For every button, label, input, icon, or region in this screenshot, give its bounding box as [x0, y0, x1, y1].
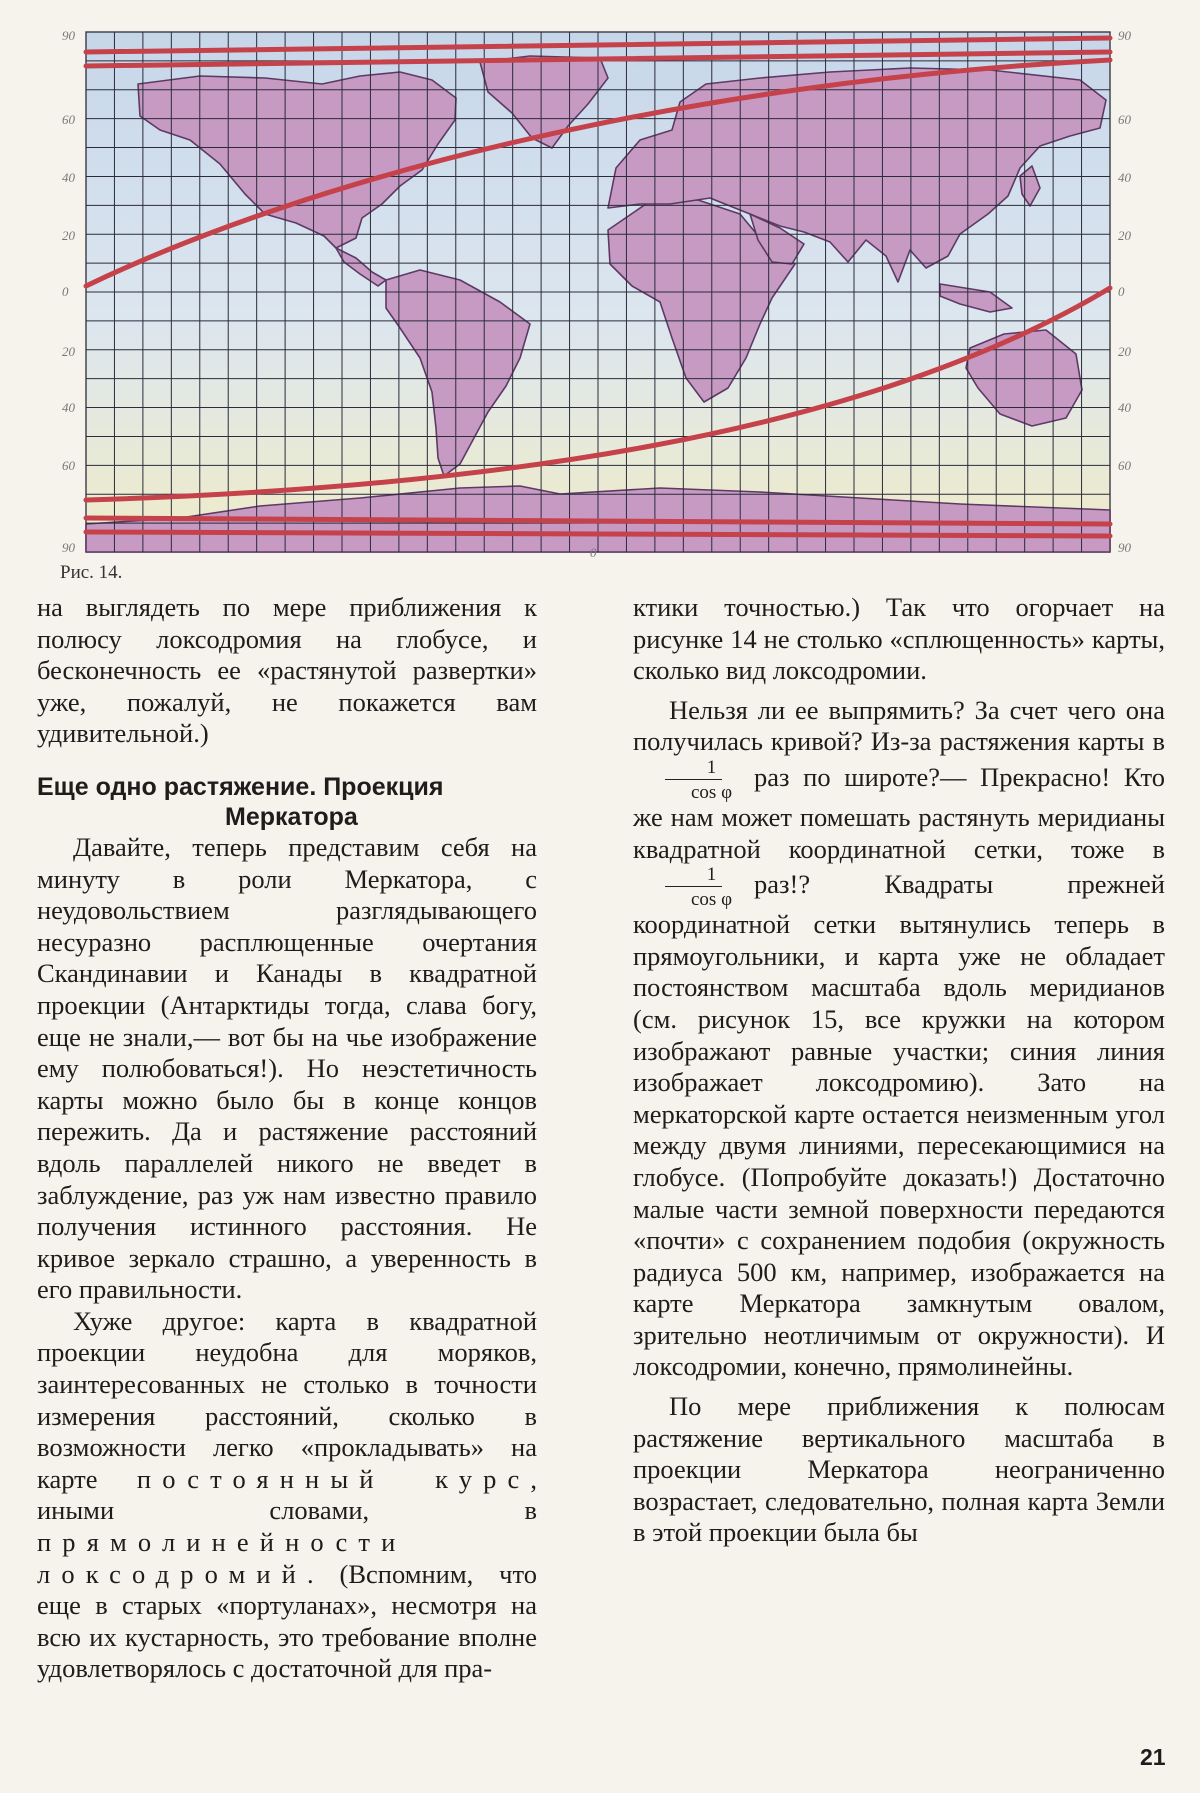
- latitude-label-right: 60: [1118, 112, 1131, 127]
- left-paragraph-3-part-b: , иными словами, в: [37, 1463, 537, 1526]
- fraction-1-over-cos-phi: [655, 758, 732, 802]
- section-heading-line-1: Еще одно растяжение. Проекция: [37, 772, 444, 801]
- spaced-phrase-constant-course: постоянный курс: [136, 1463, 531, 1494]
- latitude-label-left: 90: [62, 28, 75, 43]
- map-svg: [60, 18, 1140, 558]
- latitude-label-right: 20: [1118, 228, 1131, 243]
- fraction-numerator-2: 1: [665, 865, 723, 887]
- latitude-label-left: 20: [62, 228, 75, 243]
- meridian-zero-label: 0: [590, 545, 597, 558]
- section-heading: [37, 772, 537, 832]
- left-paragraph-3-part-a: Хуже другое: карта в квадратной проекции неудобна для моряков, заинтересованных не столько в точности измерения расстояний, сколько в возможности легко «прокладывать» на карте: [37, 1305, 537, 1494]
- left-column: [37, 592, 537, 1685]
- right-paragraph-1: ктики точностью.) Так что огорчает на рисунке 14 не столько «сплющенность» карты, сколько вид локсодромии.: [633, 592, 1165, 686]
- right-paragraph-2-part-a: Нельзя ли ее выпрямить? За счет чего она получилась кривой? Из-за растяжения карты в: [633, 694, 1165, 757]
- latitude-label-right: 40: [1118, 400, 1131, 415]
- latitude-label-right: 60: [1118, 458, 1131, 473]
- left-paragraph-2: Давайте, теперь представим себя на минуту в роли Меркатора, с неудовольствием разглядывающего несуразно расплющенные очертания Скандинавии и Канады в квадратной проекции (Антарктиды тогда, слава богу, еще не знали,— вот бы на чье изображение ему полюбоваться!). Но неэстетичность карты можно было бы в конце концов пережить. Да и растяжение расстояний вдоль параллелей никого не введет в заблуждение, раз уж нам известно правило получения истинного расстояния. Не кривое зеркало страшно, а уверенность в его правильности.: [37, 831, 537, 1305]
- latitude-label-left: 90: [62, 540, 75, 555]
- page-number: 21: [1140, 1744, 1166, 1770]
- figure-caption: Рис. 14.: [60, 562, 123, 583]
- right-paragraph-2-part-c: раз!? Квадраты прежней координатной сетки вытянулись теперь в прямоугольники, и карта уже не обладает постоянством масштаба вдоль меридианов (см. рисунок 15, все кружки на котором изображают равные участки; синия линия изображает локсодромию). Зато на меркаторской карте остается неизменным угол между двумя линиями, пересекающимися на глобусе. (Попробуйте доказать!) Достаточно малые части земной поверхности передаются «почти» с сохранением подобия (окружность радиуса 500 км, например, изображается на карте Меркатора замкнутым овалом, зрительно неотличимым от окружности). И локсодромии, конечно, прямолинейны.: [633, 869, 1165, 1382]
- latitude-label-left: 40: [62, 400, 75, 415]
- latitude-label-right: 90: [1118, 540, 1131, 555]
- left-paragraph-3-part-c: . (Вспомним, что еще в старых «портуланах», несмотря на всю их кустарность, это требование вполне удовлетворялось с достаточной для пра-: [37, 1558, 537, 1684]
- section-heading-line-2: Меркатора: [225, 802, 358, 831]
- right-paragraph-3: По мере приближения к полюсам растяжение вертикального масштаба в проекции Меркатора неограниченно возрастает, следовательно, полная карта Земли в этой проекции была бы: [633, 1391, 1165, 1548]
- latitude-label-left: 0: [62, 284, 69, 299]
- left-paragraph-1: на выглядеть по мере приближения к полюсу локсодромия на глобусе, и бесконечность ее «растянутой развертки» уже, пожалуй, не покажется вам удивительной.): [37, 592, 537, 749]
- fraction-numerator: 1: [665, 758, 723, 780]
- latitude-label-right: 40: [1118, 170, 1131, 185]
- figure-14-world-map: [60, 18, 1140, 558]
- right-paragraph-2-part-b: раз по широте?— Прекрасно! Кто же нам может помешать растянуть меридианы квадратной координатной сетки, тоже в: [633, 762, 1165, 864]
- latitude-label-left: 60: [62, 112, 75, 127]
- latitude-label-right: 90: [1118, 28, 1131, 43]
- latitude-label-right: 0: [1118, 284, 1125, 299]
- right-paragraph-2: [633, 695, 1165, 1383]
- spaced-phrase-straight-loxodromes: прямолинейности локсодромий: [37, 1527, 407, 1589]
- latitude-label-left: 40: [62, 170, 75, 185]
- fraction-denominator: cos φ: [691, 781, 733, 803]
- right-column: [633, 592, 1165, 1549]
- left-paragraph-3: [37, 1306, 537, 1685]
- latitude-label-left: 60: [62, 458, 75, 473]
- fraction-1-over-cos-phi-2: [655, 865, 732, 909]
- fraction-denominator-2: cos φ: [691, 889, 733, 911]
- latitude-label-left: 20: [62, 344, 75, 359]
- latitude-label-right: 20: [1118, 344, 1131, 359]
